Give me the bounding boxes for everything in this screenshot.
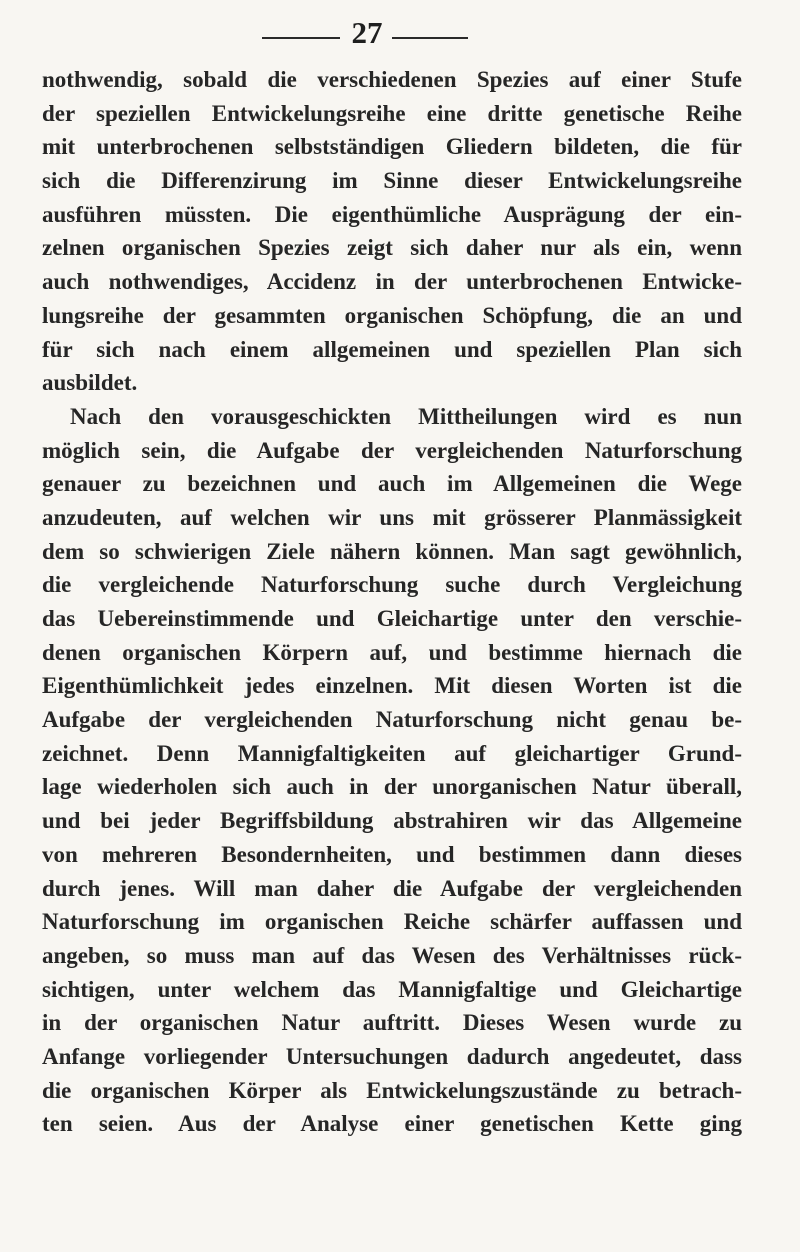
body-text bbox=[42, 63, 742, 1141]
text-line: Eigenthümlichkeit jedes einzelnen. Mit diesen Worten ist die bbox=[42, 673, 742, 699]
text-line: ausbildet. bbox=[42, 370, 138, 396]
header-rule-right bbox=[392, 37, 468, 39]
text-line: sich die Differenzirung im Sinne dieser Entwickelungsreihe bbox=[42, 168, 742, 194]
page-header bbox=[0, 13, 800, 53]
text-line: die organischen Körper als Entwickelungszustände zu betrach- bbox=[42, 1077, 742, 1103]
text-line: für sich nach einem allgemeinen und speziellen Plan sich bbox=[42, 336, 742, 362]
text-line: lage wiederholen sich auch in der unorganischen Natur überall, bbox=[42, 774, 742, 800]
page-number: 27 bbox=[351, 15, 383, 50]
text-line: in der organischen Natur auftritt. Dieses Wesen wurde zu bbox=[42, 1010, 742, 1036]
text-line: ausführen müssten. Die eigenthümliche Ausprägung der ein- bbox=[42, 201, 742, 227]
text-line: genauer zu bezeichnen und auch im Allgemeinen die Wege bbox=[42, 471, 742, 497]
text-line: Aufgabe der vergleichenden Naturforschung nicht genau be- bbox=[42, 707, 742, 733]
text-line: nothwendig, sobald die verschiedenen Spezies auf einer Stufe bbox=[42, 67, 742, 92]
text-line: die vergleichende Naturforschung suche durch Vergleichung bbox=[42, 572, 742, 598]
text-line: möglich sein, die Aufgabe der vergleichenden Naturforschung bbox=[42, 437, 742, 463]
header-rule-left bbox=[262, 37, 340, 39]
text-line: Nach den vorausgeschickten Mittheilungen wird es nun bbox=[70, 403, 742, 429]
text-line: der speziellen Entwickelungsreihe eine dritte genetische Reihe bbox=[42, 100, 742, 126]
text-line: von mehreren Besondernheiten, und bestimmen dann dieses bbox=[42, 841, 742, 867]
text-line: zelnen organischen Spezies zeigt sich daher nur als ein, wenn bbox=[42, 235, 742, 261]
text-line: denen organischen Körpern auf, und bestimme hiernach die bbox=[42, 639, 742, 665]
text-line: sichtigen, unter welchem das Mannigfaltige und Gleichartige bbox=[42, 976, 742, 1002]
text-line: mit unterbrochenen selbstständigen Gliedern bildeten, die für bbox=[42, 134, 742, 160]
text-line: das Uebereinstimmende und Gleichartige unter den verschie- bbox=[42, 606, 742, 631]
text-line: lungsreihe der gesammten organischen Schöpfung, die an und bbox=[42, 302, 742, 328]
text-line: angeben, so muss man auf das Wesen des Verhältnisses rück- bbox=[42, 942, 742, 968]
text-line: Anfange vorliegender Untersuchungen dadurch angedeutet, dass bbox=[42, 1043, 742, 1069]
text-line: Naturforschung im organischen Reiche schärfer auffassen und bbox=[42, 909, 742, 935]
text-line: anzudeuten, auf welchen wir uns mit grösserer Planmässigkeit bbox=[42, 504, 742, 530]
text-line: und bei jeder Begriffsbildung abstrahiren wir das Allgemeine bbox=[42, 808, 742, 834]
text-line: zeichnet. Denn Mannigfaltigkeiten auf gleichartiger Grund- bbox=[42, 740, 742, 766]
text-line: ten seien. Aus der Analyse einer genetischen Kette ging bbox=[42, 1111, 742, 1137]
text-line: dem so schwierigen Ziele nähern können. Man sagt gewöhnlich, bbox=[42, 538, 742, 564]
text-line: auch nothwendiges, Accidenz in der unterbrochenen Entwicke- bbox=[42, 269, 742, 295]
text-line: durch jenes. Will man daher die Aufgabe der vergleichenden bbox=[42, 875, 742, 901]
